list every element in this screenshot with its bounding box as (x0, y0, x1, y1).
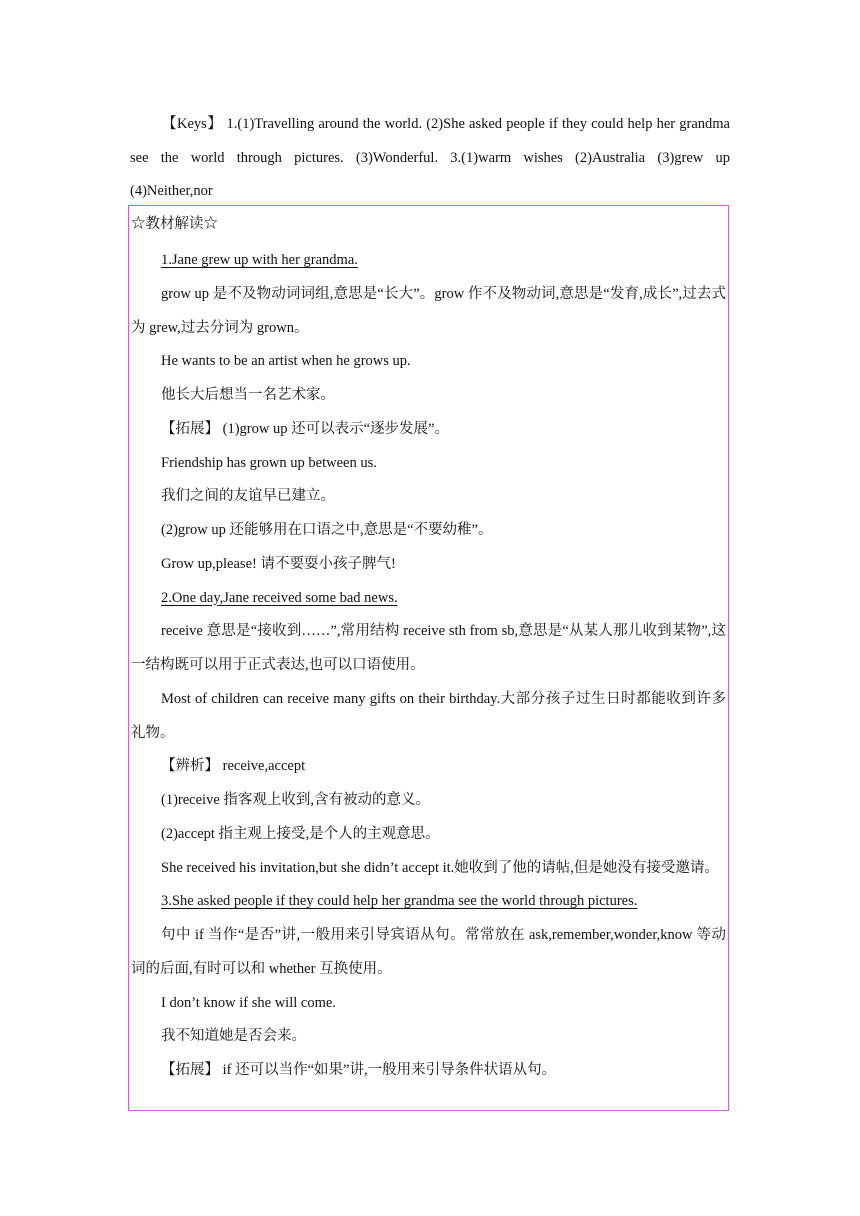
box-title: ☆教材解读☆ (131, 216, 218, 232)
paragraph-17: 句中 if 当作“是否”讲,一般用来引导宾语从句。常常放在 ask,remember,wonder,know 等动词的后面,有时可以和 whether 互换使用。 (131, 927, 726, 977)
paragraph-18: I don’t know if she will come. (161, 994, 336, 1011)
textbook-analysis-box (128, 205, 729, 1111)
paragraph-11: Most of children can receive many gifts on their birthday.大部分孩子过生日时都能收到许多礼物。 (131, 690, 726, 741)
paragraph-5: Friendship has grown up between us. (161, 454, 377, 471)
paragraph-19: 我不知道她是否会来。 (161, 1028, 306, 1045)
answer-keys: 【Keys】 1.(1)Travelling around the world. (2)She asked people if they could help her grandma see the world through pictures. (3)Wonderful. 3.(1)warm wishes (2)Australia (3)grew up (4)Neither,nor (130, 116, 730, 199)
analysis-paragraphs (131, 244, 726, 1088)
paragraph-9: 2.One day,Jane received some bad news. (161, 589, 398, 606)
paragraph-16: 3.She asked people if they could help her grandma see the world through pictures. (161, 893, 638, 910)
paragraph-4: 【拓展】 (1)grow up 还可以表示“逐步发展”。 (161, 420, 449, 437)
paragraph-10: receive 意思是“接收到……”,常用结构 receive sth from sb,意思是“从某人那儿收到某物”,这一结构既可以用于正式表达,也可以口语使用。 (131, 623, 726, 673)
paragraph-14: (2)accept 指主观上接受,是个人的主观意思。 (161, 825, 440, 842)
paragraph-2: He wants to be an artist when he grows up. (161, 353, 411, 370)
paragraph-6: 我们之间的友谊早已建立。 (161, 488, 335, 505)
paragraph-7: (2)grow up 还能够用在口语之中,意思是“不要幼稚”。 (161, 522, 493, 538)
paragraph-15: She received his invitation,but she didn’t accept it.她收到了他的请帖,但是她没有接受邀请。 (161, 859, 719, 876)
paragraph-12: 【辨析】 receive,accept (161, 758, 306, 775)
paragraph-3: 他长大后想当一名艺术家。 (161, 387, 335, 403)
paragraph-8: Grow up,please! 请不要耍小孩子脾气! (161, 555, 396, 572)
paragraph-1: grow up 是不及物动词词组,意思是“长大”。grow 作不及物动词,意思是“发育,成长”,过去式为 grew,过去分词为 grown。 (131, 285, 726, 336)
paragraph-0: 1.Jane grew up with her grandma. (161, 252, 358, 268)
paragraph-20: 【拓展】 if 还可以当作“如果”讲,一般用来引导条件状语从句。 (161, 1062, 557, 1078)
paragraph-13: (1)receive 指客观上收到,含有被动的意义。 (161, 792, 431, 808)
